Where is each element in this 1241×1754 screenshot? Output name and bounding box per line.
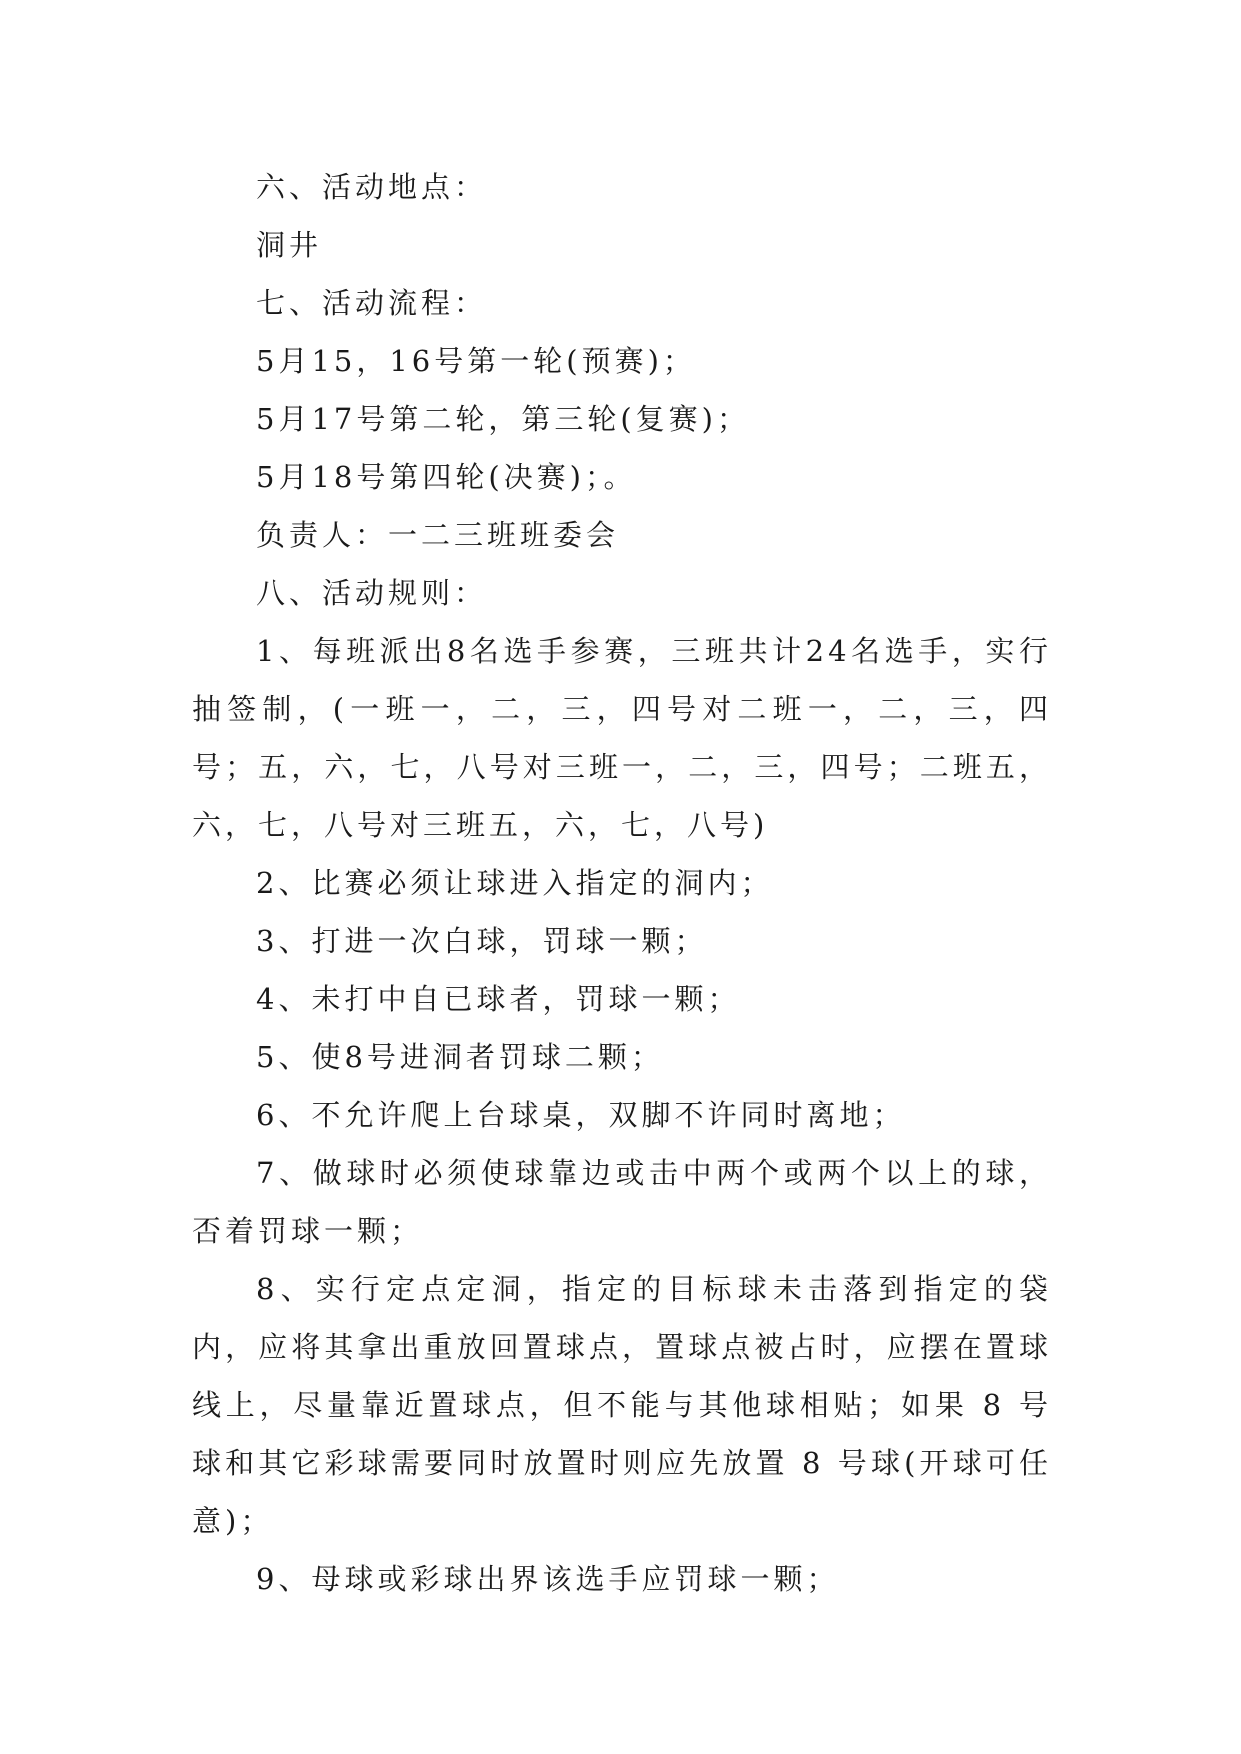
process-round-2-3: 5月17号第二轮，第三轮(复赛)； <box>256 402 750 436</box>
rule-3: 3、打进一次白球，罚球一颗； <box>256 924 708 958</box>
rule-6: 6、不允许爬上台球桌，双脚不许同时离地； <box>256 1098 906 1132</box>
rule-2: 2、比赛必须让球进入指定的洞内； <box>256 866 774 900</box>
process-round-4: 5月18号第四轮(决赛)；。 <box>256 460 637 494</box>
rule-8: 8、实行定点定洞，指定的目标球未击落到指定的袋内，应将其拿出重放回置球点，置球点被占时，应摆在置球线上，尽量靠近置球点，但不能与其他球相贴；如果 8 号球和其它彩球需要同时放置时则应先放置 8 号球(开球可任意)； <box>192 1272 1052 1538</box>
process-round-1: 5月15，16号第一轮(预赛)； <box>256 344 696 378</box>
section-heading-process: 七、活动流程： <box>256 286 488 320</box>
rule-7: 7、做球时必须使球靠边或击中两个或两个以上的球，否着罚球一颗； <box>192 1156 1052 1248</box>
rule-5: 5、使8号进洞者罚球二颗； <box>256 1040 664 1074</box>
section-heading-rules: 八、活动规则： <box>256 576 488 610</box>
document-body <box>192 158 1052 1608</box>
location-value: 洞井 <box>256 228 323 262</box>
person-in-charge: 负责人：一二三班班委会 <box>256 518 620 552</box>
rule-9: 9、母球或彩球出界该选手应罚球一颗； <box>256 1562 840 1596</box>
rule-4: 4、未打中自已球者，罚球一颗； <box>256 982 741 1016</box>
rule-1: 1、每班派出8名选手参赛，三班共计24名选手，实行抽签制，(一班一，二，三，四号对二班一，二，三，四号；五，六，七，八号对三班一，二，三，四号；二班五，六，七，八号对三班五，六，七，八号) <box>192 634 1052 842</box>
section-heading-location: 六、活动地点： <box>256 170 488 204</box>
